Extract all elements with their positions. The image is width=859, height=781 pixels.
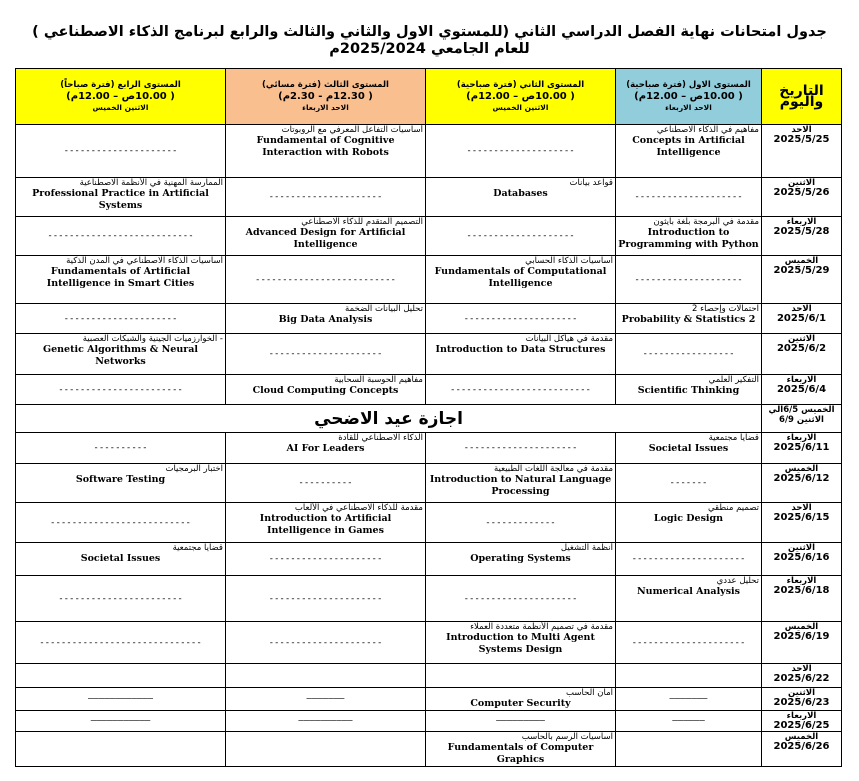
date-cell (762, 543, 842, 576)
course-name-arabic: مقدمة للذكاء الاصطناعي في الألعاب (294, 503, 423, 513)
course-name-english: Fundamentals of Computational Intelligence (434, 266, 607, 289)
date-cell (762, 256, 842, 304)
course-name-arabic: مفاهيم في الذكاء الاصطناعي (656, 125, 759, 135)
date-cell (762, 178, 842, 217)
level2-exam-slot (426, 256, 616, 304)
schedule-row (16, 217, 842, 256)
level3-empty-slot: --------------------- (226, 543, 426, 576)
course-name-english: Operating Systems (470, 553, 571, 564)
course-name-english: Introduction to Natural Language Processing (429, 474, 612, 497)
course-name-arabic: الذكاء الاصطناعي للقادة (338, 433, 423, 443)
day-name: الاربعاء (786, 375, 817, 385)
date-cell (762, 217, 842, 256)
course-name-arabic: اختبار البرمجيات (165, 464, 223, 474)
schedule-row (16, 711, 842, 732)
course-name-arabic: مقدمة في هياكل البيانات (525, 334, 613, 344)
date-cell (762, 732, 842, 767)
exam-date: 2025/5/25 (773, 134, 830, 145)
level1-empty-slot: ——————— (616, 688, 762, 711)
course-name-arabic: التصميم المتقدم للذكاء الاصطناعي (301, 217, 423, 227)
level1-exam-slot (616, 503, 762, 543)
level1-empty-slot (616, 732, 762, 767)
day-name: الخميس (784, 622, 819, 632)
level3-empty-slot: --------------------- (226, 178, 426, 217)
level3-empty-slot: ——————— (226, 688, 426, 711)
day-name: الخميس (784, 464, 819, 474)
course-name-english: Scientific Thinking (637, 385, 740, 396)
level4-days: الاثنين الخميس (92, 103, 149, 112)
level4-empty-slot: ——————————— (16, 711, 226, 732)
exam-date: 2025/6/4 (776, 384, 827, 395)
level2-empty-slot: -------------------------- (426, 375, 616, 405)
course-name-arabic: تحليل عددي (716, 576, 759, 586)
date-cell (762, 688, 842, 711)
level2-days: الاثنين الخميس (492, 103, 549, 112)
schedule-row (16, 304, 842, 334)
course-name-english: Professional Practice in Artificial Systems (32, 188, 209, 211)
day-name: الاثنين (787, 178, 816, 188)
course-name-arabic: التفكير العلمي (708, 375, 759, 385)
day-name: الخميس (784, 256, 819, 266)
level1-exam-slot (616, 304, 762, 334)
day-name: الاثنين (787, 543, 816, 553)
level4-exam-slot (16, 334, 226, 375)
level1-exam-slot (616, 433, 762, 464)
level2-exam-slot (426, 688, 616, 711)
level4-empty-slot: ———————————— (16, 688, 226, 711)
level2-empty-slot: --------------------- (426, 576, 616, 622)
course-name-arabic: أنظمة التشغيل (560, 543, 613, 553)
level4-empty-slot: ---------- (16, 433, 226, 464)
level1-empty-slot (616, 664, 762, 688)
day-name: الاحد (791, 503, 812, 513)
level3-exam-slot (226, 304, 426, 334)
level4-empty-slot: ----------------------- (16, 576, 226, 622)
course-name-english: Concepts in Artificial Intelligence (632, 135, 745, 158)
exam-date: 2025/6/1 (776, 313, 827, 324)
schedule-row (16, 543, 842, 576)
date-cell (762, 334, 842, 375)
schedule-row (16, 464, 842, 503)
date-cell (762, 664, 842, 688)
level4-header (16, 69, 226, 125)
level1-days: الاحد الاربعاء (665, 103, 712, 112)
day-name: الاحد (791, 304, 812, 314)
day-name: الاحد (791, 125, 812, 135)
course-name-english: Genetic Algorithms & Neural Networks (42, 344, 199, 367)
date-cell (762, 503, 842, 543)
level2-exam-slot (426, 622, 616, 664)
level4-exam-slot (16, 543, 226, 576)
date-cell (762, 433, 842, 464)
course-name-english: Fundamentals of Artificial Intelligence in Smart Cities (46, 266, 195, 289)
schedule-row (16, 433, 842, 464)
course-name-english: Probability & Statistics 2 (621, 314, 756, 325)
exam-date: 2025/6/18 (773, 585, 830, 596)
level1-time: ( 10.00ص – 12.00م) (634, 91, 743, 102)
level2-empty-slot (426, 664, 616, 688)
exam-date: 2025/6/22 (773, 673, 830, 684)
exam-date: 2025/6/26 (773, 741, 830, 752)
course-name-arabic: قواعد بيانات (569, 178, 613, 188)
day-name: الاربعاء (786, 711, 817, 721)
course-name-english: Introduction to Artificial Intelligence in Games (259, 513, 392, 536)
level4-empty-slot (16, 664, 226, 688)
level1-empty-slot: --------------------- (616, 622, 762, 664)
course-name-english: Fundamental of Cognitive Interaction with Robots (256, 135, 395, 158)
level1-empty-slot: ----------------- (616, 334, 762, 375)
level4-exam-slot (16, 178, 226, 217)
date-cell (762, 304, 842, 334)
course-name-english: Societal Issues (648, 443, 729, 454)
date-header: التاريخ واليوم (762, 69, 842, 125)
course-name-arabic: احتمالات وإحصاء 2 (691, 304, 759, 314)
date-cell (762, 622, 842, 664)
level3-exam-slot (226, 217, 426, 256)
course-name-arabic: أساسيات التفاعل المعرفي مع الروبوتات (281, 125, 423, 135)
level3-exam-slot (226, 503, 426, 543)
level4-empty-slot: ------------------------------ (16, 622, 226, 664)
day-name: الاحد (791, 664, 812, 674)
exam-date: 2025/6/16 (773, 552, 830, 563)
day-name: الاربعاء (786, 433, 817, 443)
header-row (16, 69, 842, 125)
exam-date: 2025/6/25 (773, 720, 830, 731)
schedule-row (16, 125, 842, 178)
level3-empty-slot (226, 732, 426, 767)
course-name-arabic: قضايا مجتمعية (708, 433, 759, 443)
day-name: الاثنين (787, 688, 816, 698)
exam-date: 2025/5/29 (773, 265, 830, 276)
course-name-english: Societal Issues (80, 553, 161, 564)
level4-time: ( 10.00ص – 12.00م) (66, 91, 175, 102)
level2-exam-slot (426, 334, 616, 375)
schedule-row (16, 576, 842, 622)
level3-header (226, 69, 426, 125)
course-name-english: Advanced Design for Artificial Intelligence (245, 227, 406, 250)
schedule-row (16, 178, 842, 217)
level1-exam-slot (616, 576, 762, 622)
level2-exam-slot (426, 464, 616, 503)
course-name-arabic: أساسيات الذكاء الحسابي (525, 256, 613, 266)
schedule-row (16, 664, 842, 688)
level1-title: المستوى الاول (فترة صباحية) (626, 80, 751, 90)
course-name-english: Software Testing (75, 474, 166, 485)
level4-exam-slot (16, 256, 226, 304)
title-line-2: للعام الجامعي 2025/2024م (329, 41, 530, 57)
course-name-arabic: اساسيات الرسم بالحاسب (521, 732, 613, 742)
course-name-arabic: تصميم منطقي (707, 503, 759, 513)
level2-empty-slot: --------------------- (426, 304, 616, 334)
exam-date: 2025/6/2 (776, 343, 827, 354)
course-name-arabic: مفاهيم الحوسبة السحابية (334, 375, 423, 385)
date-cell (762, 375, 842, 405)
course-name-english: AI For Leaders (286, 443, 365, 454)
level3-empty-slot: ---------- (226, 464, 426, 503)
course-name-arabic: مقدمة في تصميم الأنظمة متعددة العملاء (470, 622, 613, 632)
course-name-english: Cloud Computing Concepts (252, 385, 399, 396)
holiday-date: الخميس 6/5الي الاثنين 6/9 (762, 405, 842, 433)
schedule-row (16, 732, 842, 767)
level4-empty-slot: --------------------------- (16, 217, 226, 256)
level3-exam-slot (226, 375, 426, 405)
title-line-1: جدول امتحانات نهاية الفصل الدراسي الثاني (للمستوي الاول والثاني والثالث والرابع لبرنامج الذكاء الاصطناعي ) (32, 24, 827, 40)
course-name-english: Fundamentals of Computer Graphics (447, 742, 594, 765)
day-name: الاربعاء (786, 576, 817, 586)
exam-date: 2025/6/12 (773, 473, 830, 484)
course-name-english: Logic Design (653, 513, 724, 524)
level3-empty-slot: --------------------- (226, 576, 426, 622)
level3-empty-slot: -------------------------- (226, 256, 426, 304)
date-cell (762, 464, 842, 503)
level3-days: الاحد الاربعاء (302, 103, 349, 112)
schedule-row (16, 334, 842, 375)
course-name-english: Numerical Analysis (636, 586, 741, 597)
course-name-english: Introduction to Data Structures (435, 344, 606, 355)
level1-exam-slot (616, 217, 762, 256)
course-name-arabic: أمان الحاسب (566, 688, 613, 698)
schedule-row (16, 688, 842, 711)
level1-empty-slot: --------------------- (616, 543, 762, 576)
level3-time: ( 12.30م - 2.30م) (278, 91, 373, 102)
exam-date: 2025/5/28 (773, 226, 830, 237)
course-name-english: Databases (493, 188, 548, 199)
day-name: الاثنين (787, 334, 816, 344)
holiday-row (16, 405, 842, 433)
level4-empty-slot: --------------------- (16, 304, 226, 334)
level2-exam-slot (426, 543, 616, 576)
level3-empty-slot: --------------------- (226, 622, 426, 664)
level4-title: المستوى الرابع (فترة صباحاً) (60, 80, 181, 90)
level1-empty-slot: ------- (616, 464, 762, 503)
exam-date: 2025/6/19 (773, 631, 830, 642)
exam-date: 2025/6/15 (773, 512, 830, 523)
exam-date: 2025/5/26 (773, 187, 830, 198)
level1-exam-slot (616, 375, 762, 405)
level3-exam-slot (226, 433, 426, 464)
schedule-row (16, 256, 842, 304)
course-name-english: Big Data Analysis (278, 314, 373, 325)
level1-empty-slot: -------------------- (616, 178, 762, 217)
level4-empty-slot (16, 732, 226, 767)
course-name-arabic: أساسيات الذكاء الاصطناعي في المدن الذكية (66, 256, 223, 266)
course-name-english: Computer Security (470, 698, 571, 709)
level1-exam-slot (616, 125, 762, 178)
day-name: الخميس (784, 732, 819, 742)
course-name-english: Introduction to Multi Agent Systems Design (446, 632, 595, 655)
page-title (0, 24, 859, 58)
exam-date: 2025/6/23 (773, 697, 830, 708)
course-name-arabic: الممارسة المهنية في الأنظمة الاصطناعية (79, 178, 223, 188)
exam-schedule-table (15, 68, 842, 767)
course-name-arabic: - الخوارزميات الجينية والشبكات العصبية (82, 334, 223, 344)
level4-empty-slot: --------------------- (16, 125, 226, 178)
level1-empty-slot: -------------------- (616, 256, 762, 304)
level2-empty-slot: --------------------- (426, 433, 616, 464)
level2-time: ( 10.00ص – 12.00م) (466, 91, 575, 102)
date-cell (762, 576, 842, 622)
level2-title: المستوى الثاني (فترة صباحية) (456, 80, 585, 90)
level2-exam-slot (426, 732, 616, 767)
course-name-arabic: مقدمة في معالجة اللغات الطبيعية (494, 464, 613, 474)
level1-header (616, 69, 762, 125)
level4-exam-slot (16, 464, 226, 503)
level2-exam-slot (426, 178, 616, 217)
level2-empty-slot: -------------------- (426, 217, 616, 256)
course-name-arabic: قضايا مجتمعية (172, 543, 223, 553)
level4-empty-slot: ----------------------- (16, 375, 226, 405)
level4-empty-slot: -------------------------- (16, 503, 226, 543)
holiday-label: اجازة عيد الاضحي (16, 405, 762, 433)
level2-empty-slot: -------------------- (426, 125, 616, 178)
level3-exam-slot (226, 125, 426, 178)
level2-empty-slot: ------------- (426, 503, 616, 543)
exam-date: 2025/6/11 (773, 442, 830, 453)
schedule-row (16, 622, 842, 664)
date-cell (762, 711, 842, 732)
schedule-row (16, 503, 842, 543)
level3-empty-slot: —————————— (226, 711, 426, 732)
level3-empty-slot (226, 664, 426, 688)
day-name: الاربعاء (786, 217, 817, 227)
date-cell (762, 125, 842, 178)
level1-empty-slot: —————— (616, 711, 762, 732)
course-name-arabic: مقدمة في البرمجة بلغة بايثون (653, 217, 759, 227)
level3-empty-slot: --------------------- (226, 334, 426, 375)
level3-title: المستوى الثالث (فترة مسائي) (262, 80, 389, 90)
course-name-english: Introduction to Programming with Python (618, 227, 759, 250)
course-name-arabic: تحليل البيانات الضخمة (345, 304, 423, 314)
level2-header (426, 69, 616, 125)
schedule-row (16, 375, 842, 405)
level2-empty-slot: ————————— (426, 711, 616, 732)
